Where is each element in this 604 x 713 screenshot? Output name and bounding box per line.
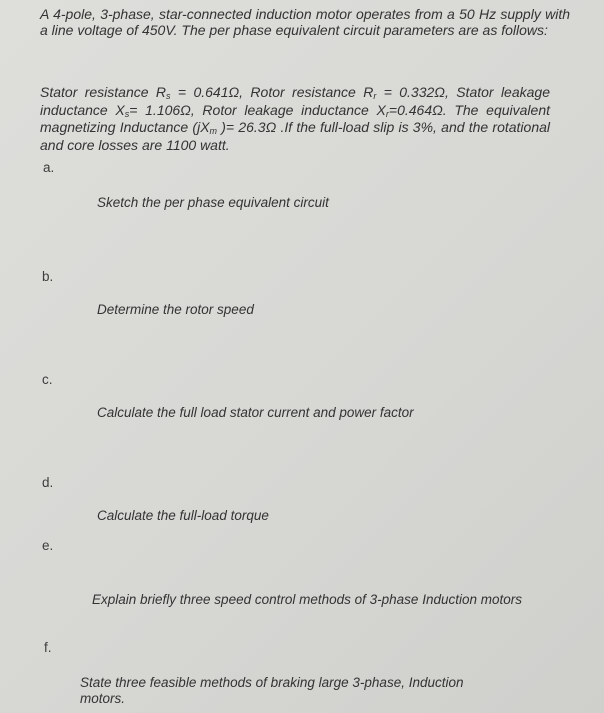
question-c-text: Calculate the full load stator current and power factor <box>97 405 414 420</box>
param-text: = 0.332Ω, Stator leakage inductance X <box>40 84 550 118</box>
question-b-text: Determine the rotor speed <box>97 302 254 317</box>
question-e-text: Explain briefly three speed control methods of 3-phase Induction motors <box>92 592 522 607</box>
param-subscript: s <box>166 91 171 101</box>
param-subscript: s <box>124 108 130 119</box>
question-f-letter: f. <box>44 640 52 655</box>
question-d-letter: d. <box>42 475 54 490</box>
param-text: Stator resistance R <box>40 84 167 100</box>
question-a-text: Sketch the per phase equivalent circuit <box>97 195 329 210</box>
param-subscript: r <box>385 108 389 119</box>
param-text: = 1.106Ω, Rotor leakage inductance X <box>129 101 386 118</box>
question-c-letter: c. <box>42 372 53 387</box>
problem-parameters <box>40 84 550 154</box>
param-text: =0.464Ω. The equivalent magnetizing Inductance (jX <box>40 101 551 135</box>
param-subscript: m <box>209 126 218 136</box>
param-text: )= 26.3Ω .If the full-load slip is 3%, and the rotational and core losses are 1100 watt. <box>40 119 551 153</box>
question-e-letter: e. <box>42 538 54 553</box>
question-f-text: State three feasible methods of braking large 3-phase, Induction motors. <box>80 675 464 706</box>
problem-intro: A 4-pole, 3-phase, star-connected induction motor operates from a 50 Hz supply with a line voltage of 450V. The per phase equivalent circuit parameters are as follows: <box>40 6 570 38</box>
question-a-letter: a. <box>43 160 55 175</box>
question-b-letter: b. <box>42 269 54 284</box>
question-d-text: Calculate the full-load torque <box>97 508 269 523</box>
param-text: = 0.641Ω, Rotor resistance R <box>170 84 374 100</box>
param-subscript: r <box>373 91 377 101</box>
